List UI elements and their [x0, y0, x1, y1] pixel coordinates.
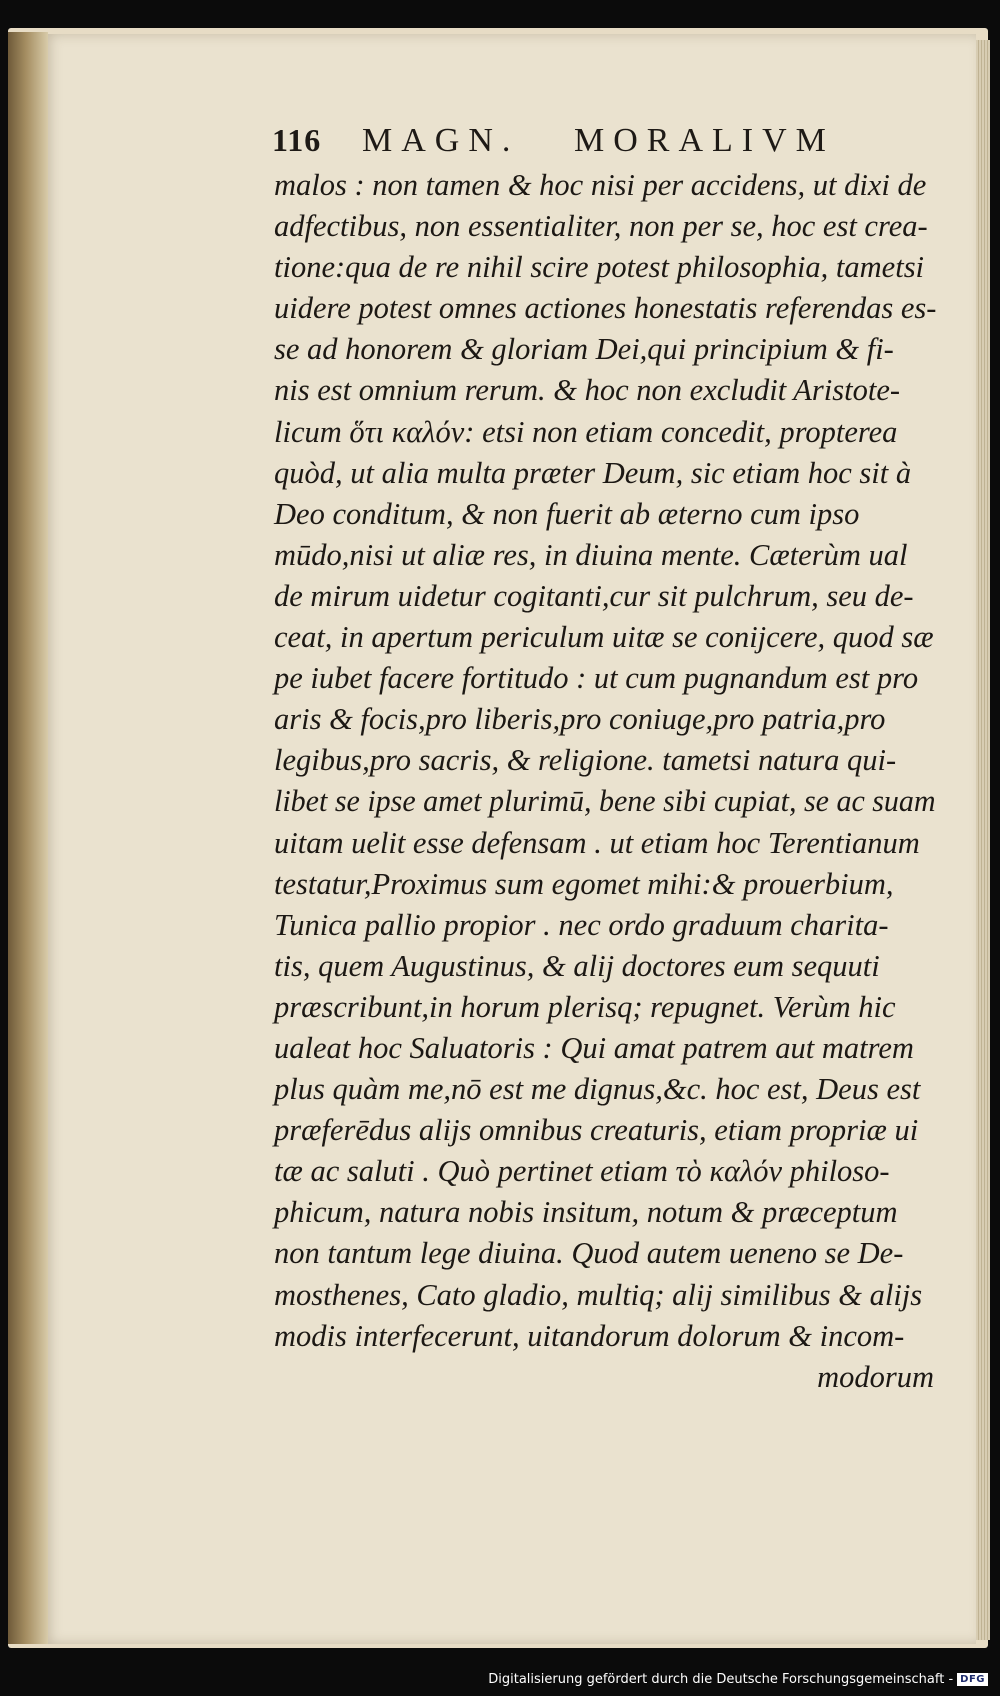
body-text	[274, 165, 938, 1398]
text-line: legibus,pro sacris, & religione. tametsi natura qui-	[274, 743, 897, 778]
text-line: non tantum lege diuina. Quod autem ueneno se De-	[274, 1236, 904, 1271]
text-line: Deo conditum, & non fuerit ab æterno cum ipso	[274, 496, 860, 531]
text-line: malos : non tamen & hoc nisi per accidens, ut dixi de	[274, 168, 927, 202]
text-line: præscribunt,in horum plerisq; repugnet. Verùm hic	[274, 989, 896, 1024]
text-line: de mirum uidetur cogitanti,cur sit pulchrum, seu de-	[274, 578, 914, 613]
text-line: modis interfecerunt, uitandorum dolorum & incom-	[274, 1318, 905, 1353]
text-line: adfectibus, non essentialiter, non per se, hoc est crea-	[274, 209, 928, 244]
text-line: quòd, ut alia multa præter Deum, sic etiam hoc sit à	[274, 455, 912, 490]
text-line: se ad honorem & gloriam Dei,qui principium & fi-	[274, 332, 894, 367]
text-line: plus quàm me,nō est me dignus,&c. hoc est, Deus est	[274, 1072, 921, 1107]
text-line: mosthenes, Cato gladio, multiq; alij similibus & alijs	[274, 1277, 923, 1312]
text-line: tæ ac saluti . Quò pertinet etiam τὸ καλόν philoso-	[274, 1154, 890, 1189]
text-line: præferēdus alijs omnibus creaturis, etiam propriæ ui	[274, 1113, 919, 1148]
text-line: pe iubet facere fortitudo : ut cum pugnandum est pro	[274, 661, 919, 696]
text-line: tis, quem Augustinus, & alij doctores eum sequuti	[274, 948, 880, 983]
digitization-credit	[488, 1668, 988, 1690]
running-title-right: MORALIVM	[574, 122, 835, 159]
text-line: aris & focis,pro liberis,pro coniuge,pro patria,pro	[274, 702, 886, 737]
text-line: testatur,Proximus sum egomet mihi:& prouerbium,	[274, 866, 894, 901]
running-title-left: MAGN.	[362, 122, 520, 159]
text-line: uidere potest omnes actiones honestatis referendas es-	[274, 291, 937, 326]
text-line: licum ὅτι καλόν: etsi non etiam concedit, propterea	[274, 414, 898, 449]
book-gutter	[8, 32, 48, 1644]
text-line: uitam uelit esse defensam . ut etiam hoc Terentianum	[274, 825, 920, 860]
text-line: mūdo,nisi ut aliæ res, in diuina mente. Cæterùm ual	[274, 537, 908, 572]
text-line: tione:qua de re nihil scire potest philosophia, tametsi	[274, 250, 925, 285]
dfg-logo: DFG	[957, 1673, 988, 1686]
book-fore-edge	[976, 40, 990, 1640]
page-number: 116	[272, 122, 322, 158]
text-line: ualeat hoc Saluatoris : Qui amat patrem aut matrem	[274, 1030, 914, 1065]
credit-text: Digitalisierung gefördert durch die Deutsche Forschungsgemeinschaft -	[488, 1671, 954, 1687]
text-line: libet se ipse amet plurimū, bene sibi cupiat, se ac suam	[274, 784, 936, 819]
catchword: modorum	[817, 1359, 934, 1394]
text-line: phicum, natura nobis insitum, notum & præceptum	[274, 1195, 898, 1230]
text-line: nis est omnium rerum. & hoc non excludit Aristote-	[274, 373, 901, 408]
text-line: Tunica pallio propior . nec ordo graduum charita-	[274, 907, 889, 942]
text-line: ceat, in apertum periculum uitæ se conijcere, quod sæ	[274, 620, 934, 655]
running-header	[272, 118, 862, 168]
